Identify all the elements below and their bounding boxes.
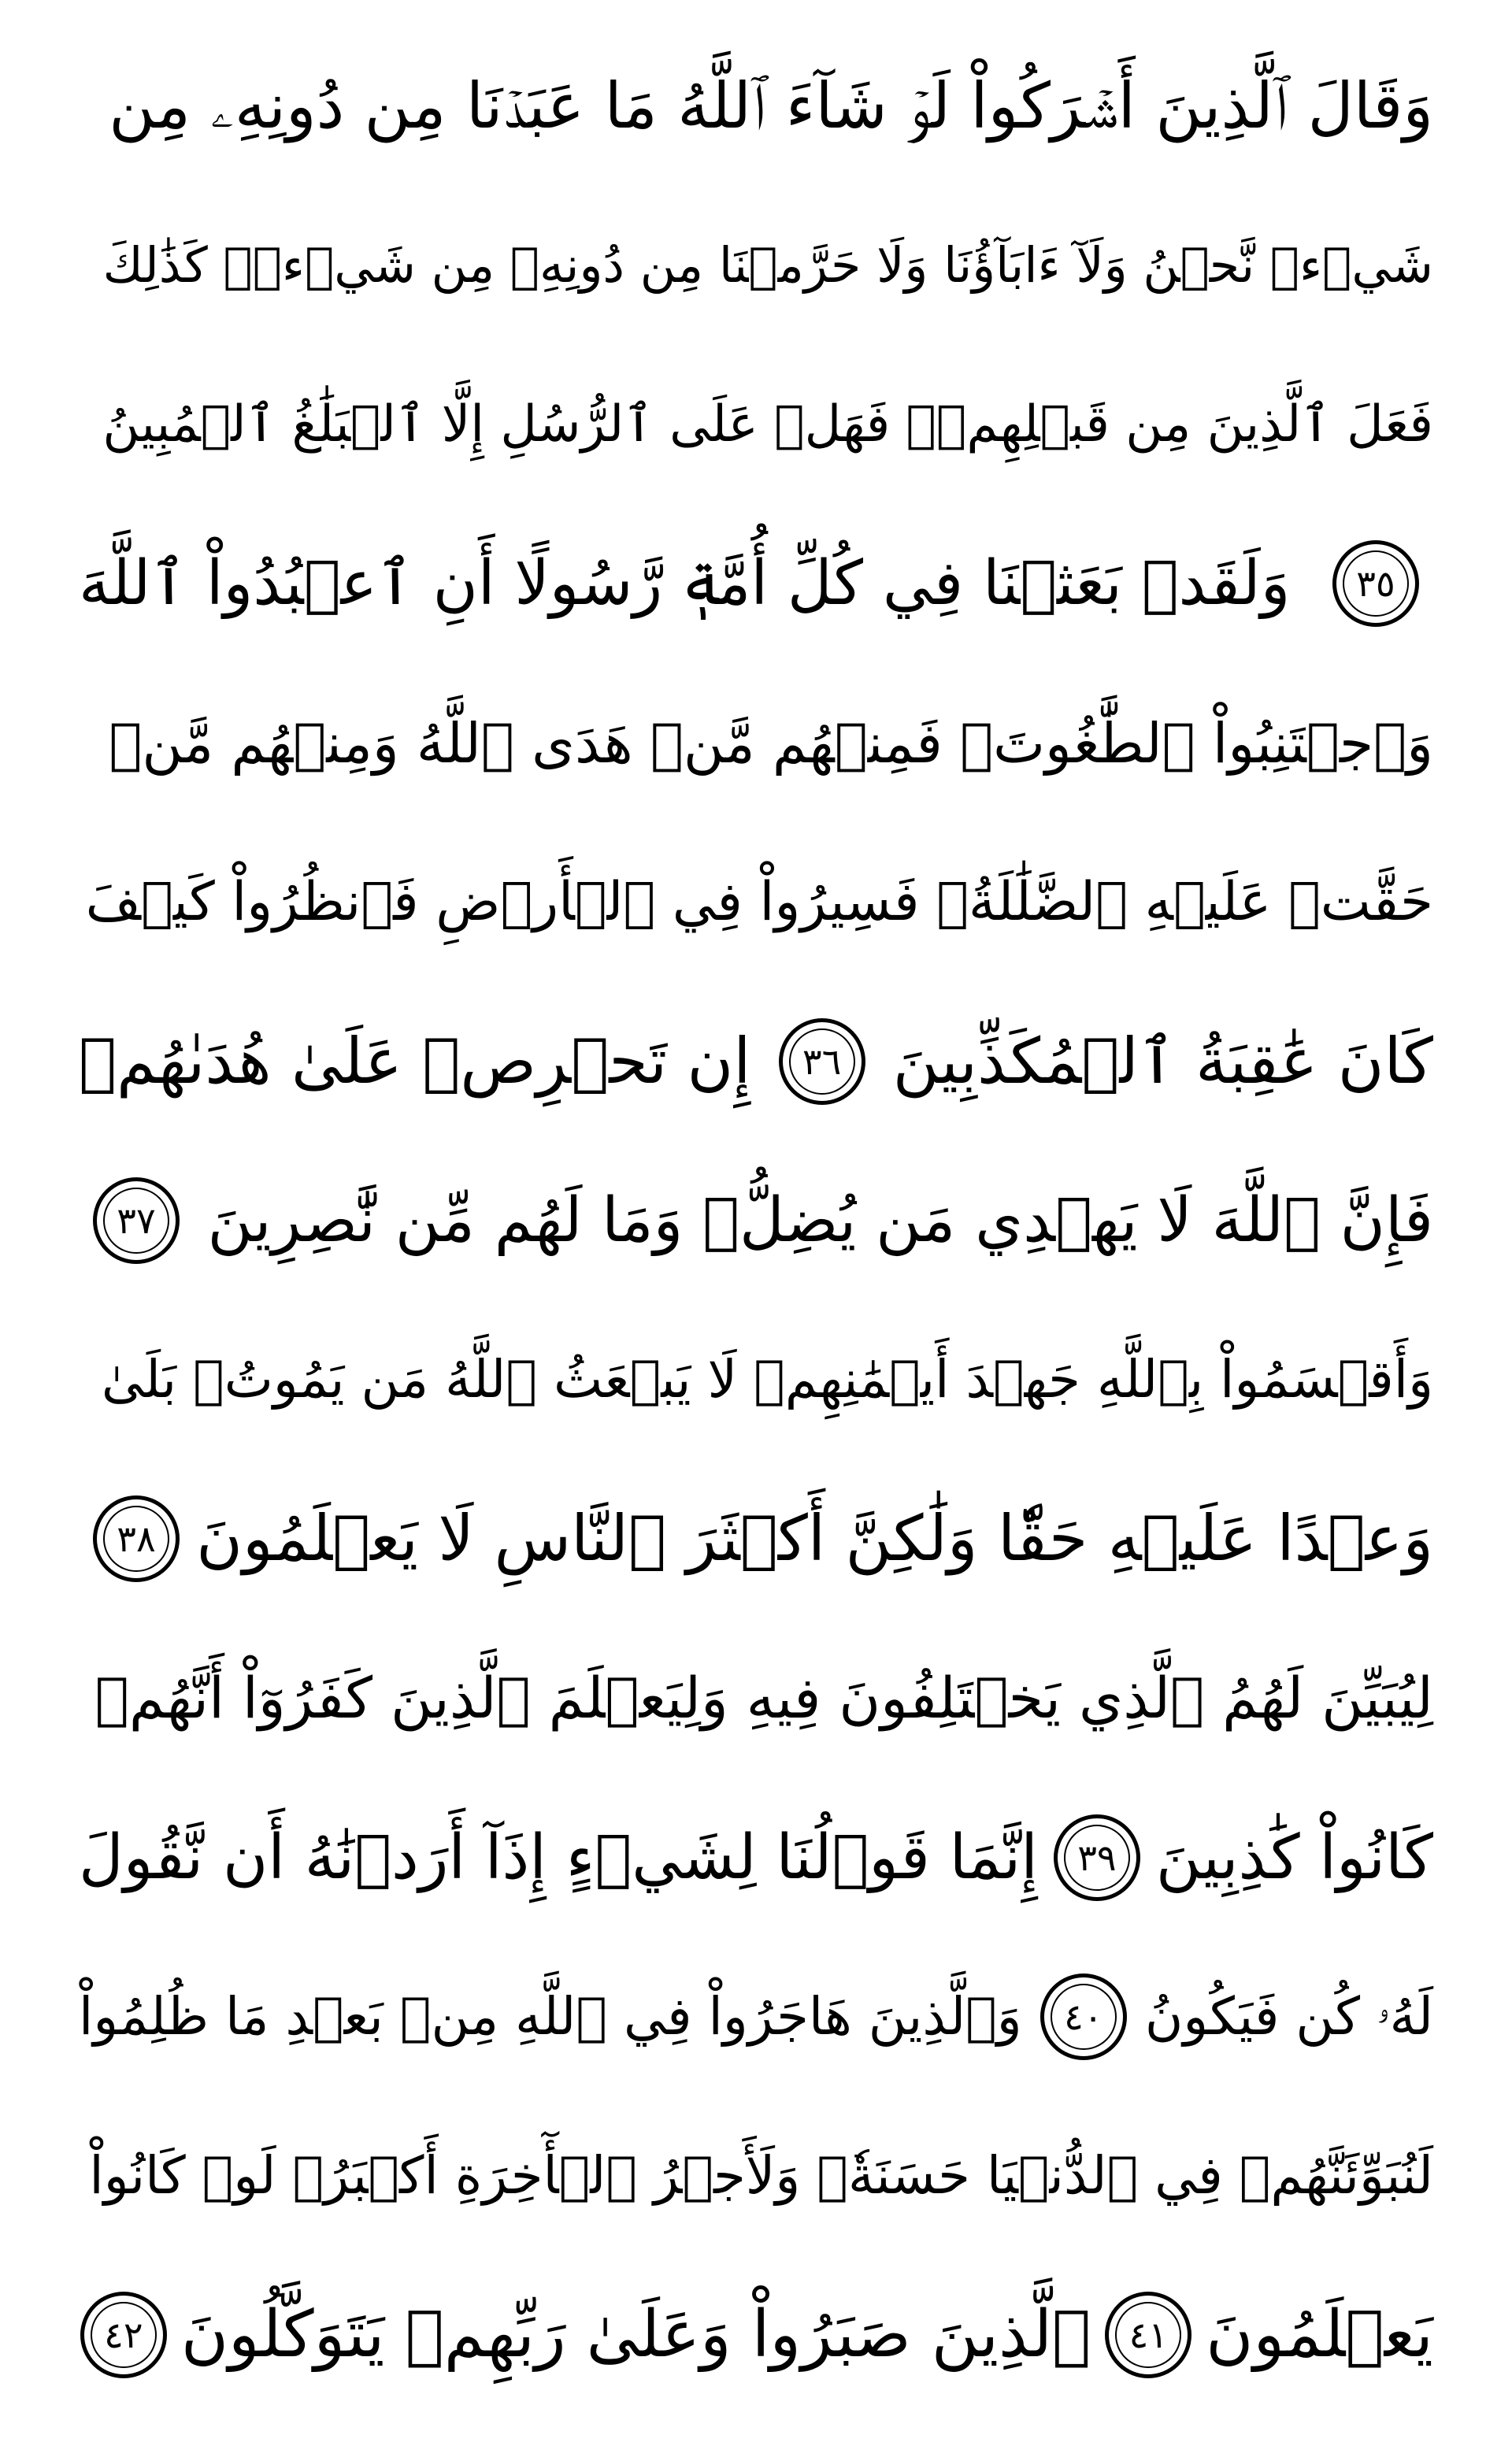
verse-text: وَٱجۡتَنِبُواْ ٱلطَّٰغُوتَۖ فَمِنۡهُم مَّنۡ هَدَى ٱللَّهُ وَمِنۡهُم مَّنۡ (109, 710, 1433, 776)
verse-number: ٣٧ (117, 1199, 156, 1242)
verse-text: كَانُواْ كَٰذِبِينَ (1155, 1822, 1433, 1893)
verse-number: ٣٨ (117, 1518, 156, 1561)
text-line (79, 1942, 1433, 2092)
text-line (79, 669, 1433, 818)
verse-number: ٣٩ (1077, 1836, 1117, 1879)
verse-end-marker (1054, 1814, 1140, 1901)
text-line (79, 1783, 1433, 1933)
verse-text: وَٱلَّذِينَ هَاجَرُواْ فِي ٱللَّهِ مِنۢ بَعۡدِ مَا ظُلِمُواْ (79, 1985, 1022, 2047)
text-line (79, 350, 1433, 499)
verse-number: ٣٥ (1356, 562, 1395, 606)
verse-number: ٤١ (1128, 2313, 1168, 2356)
text-line (79, 1464, 1433, 1614)
verse-end-marker (1332, 540, 1419, 627)
verse-text: كَانَ عَٰقِبَةُ ٱلۡمُكَذِّبِينَ (892, 1024, 1433, 1098)
verse-text: وَأَقۡسَمُواْ بِٱللَّهِ جَهۡدَ أَيۡمَٰنِهِمۡ لَا يَبۡعَثُ ٱللَّهُ مَن يَمُوتُۚ بَلَىٰ (101, 1349, 1433, 1410)
verse-text: إِن تَحۡرِصۡ عَلَىٰ هُدَىٰهُمۡ (79, 1024, 751, 1098)
text-line (79, 509, 1433, 658)
verse-text: لَهُۥ كُن فَيَكُونُ (1144, 1985, 1433, 2047)
verse-text: لِيُبَيِّنَ لَهُمُ ٱلَّذِي يَخۡتَلِفُونَ فِيهِ وَلِيَعۡلَمَ ٱلَّذِينَ كَفَرُوٓاْ أَنَّهُمۡ (94, 1665, 1433, 1732)
verse-end-marker (1040, 1973, 1127, 2060)
verse-text: وَلَقَدۡ بَعَثۡنَا فِي كُلِّ أُمَّةٖ رَّسُولًا أَنِ ٱعۡبُدُواْ ٱللَّهَ (79, 548, 1291, 620)
verse-text: وَعۡدًا عَلَيۡهِ حَقّٗا وَلَٰكِنَّ أَكۡثَرَ ٱلنَّاسِ لَا يَعۡلَمُونَ (196, 1502, 1433, 1576)
verse-text: ٱلَّذِينَ صَبَرُواْ وَعَلَىٰ رَبِّهِمۡ يَتَوَكَّلُونَ (180, 2296, 1091, 2372)
text-line (79, 1623, 1433, 1773)
verse-end-marker (1105, 2292, 1191, 2378)
verse-number: ٤٢ (104, 2313, 143, 2356)
text-line (79, 1146, 1433, 1295)
text-line (79, 191, 1433, 340)
verse-text: حَقَّتۡ عَلَيۡهِ ٱلضَّلَٰلَةُۚ فَسِيرُواْ فِي ٱلۡأَرۡضِ فَٱنظُرُواْ كَيۡفَ (85, 870, 1433, 933)
verse-number: ٤٠ (1064, 1995, 1103, 2038)
text-line (79, 987, 1433, 1136)
verse-text: شَيۡءٖ نَّحۡنُ وَلَآ ءَابَآؤُنَا وَلَا حَرَّمۡنَا مِن دُونِهِۦ مِن شَيۡءٖۚ كَذَٰلِكَ (102, 236, 1433, 295)
verse-end-marker (80, 2292, 167, 2378)
quran-text-block (79, 32, 1433, 2410)
text-line (79, 1305, 1433, 1455)
verse-end-marker (93, 1495, 180, 1582)
verse-text: فَإِنَّ ٱللَّهَ لَا يَهۡدِي مَن يُضِلُّۖ وَمَا لَهُم مِّن نَّٰصِرِينَ (207, 1184, 1433, 1256)
text-line (79, 2260, 1433, 2410)
verse-text: وَقَالَ ٱلَّذِينَ أَشۡرَكُواْ لَوۡ شَآءَ ٱللَّهُ مَا عَبَدۡنَا مِن دُونِهِۦ مِن (109, 69, 1433, 143)
verse-number: ٣٦ (802, 1040, 842, 1083)
verse-text: لَنُبَوِّئَنَّهُمۡ فِي ٱلدُّنۡيَا حَسَنَةٗۖ وَلَأَجۡرُ ٱلۡأٓخِرَةِ أَكۡبَرُۚ لَوۡ كَانُواْ (89, 2144, 1433, 2206)
text-line (79, 32, 1433, 181)
verse-text: يَعۡلَمُونَ (1206, 2296, 1433, 2372)
verse-text: إِنَّمَا قَوۡلُنَا لِشَيۡءٍ إِذَآ أَرَدۡنَٰهُ أَن نَّقُولَ (79, 1822, 1038, 1893)
verse-end-marker (93, 1177, 180, 1264)
verse-text: فَعَلَ ٱلَّذِينَ مِن قَبۡلِهِمۡۚ فَهَلۡ عَلَى ٱلرُّسُلِ إِلَّا ٱلۡبَلَٰغُ ٱلۡمُبِينُ (102, 395, 1433, 454)
text-line (79, 828, 1433, 977)
text-line (79, 2101, 1433, 2251)
verse-end-marker (779, 1018, 865, 1105)
